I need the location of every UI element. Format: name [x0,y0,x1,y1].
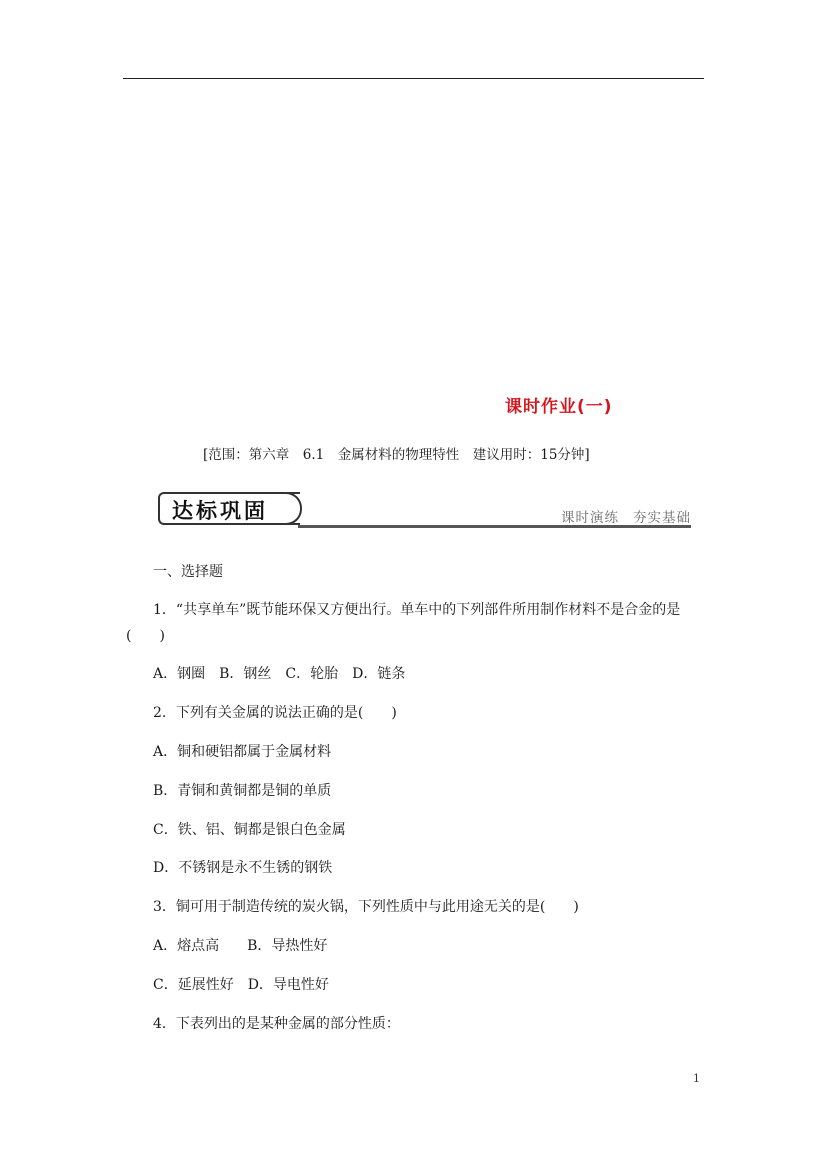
section-heading: 一、选择题 [153,564,223,580]
scope-note: [范围：第六章 6.1 金属材料的物理特性 建议用时：15分钟] [203,447,590,463]
question-1: 1．“共享单车”既节能环保又方便出行。单车中的下列部件所用制作材料不是合金的是 [153,602,681,618]
banner-tagline [547,506,691,526]
banner-tag-2: 夯实基础 [633,510,691,526]
question-3-options-ab: A．熔点高 B．导热性好 [153,938,328,954]
banner-tag-1: 课时演练 [561,510,619,526]
question-1-options: A．钢圈 B．钢丝 C．轮胎 D．链条 [153,666,406,682]
page-number: 1 [693,1072,700,1085]
question-2: 2．下列有关金属的说法正确的是( ) [153,705,397,721]
question-2-option-a: A．铜和硬铝都属于金属材料 [153,744,332,760]
question-1-bracket: ( ) [126,628,165,644]
question-3-options-cd: C．延展性好 D．导电性好 [153,977,329,993]
section-banner [158,492,691,532]
question-2-option-c: C．铁、铝、铜都是银白色金属 [153,822,346,838]
question-3: 3．铜可用于制造传统的炭火锅，下列性质中与此用途无关的是( ) [153,899,579,915]
question-4: 4．下表列出的是某种金属的部分性质： [153,1016,400,1032]
banner-label: 达标巩固 [172,499,268,523]
header-rule [123,78,704,79]
question-2-option-d: D．不锈钢是永不生锈的钢铁 [153,860,333,876]
page-title: 课时作业(一) [505,397,613,417]
question-2-option-b: B．青铜和黄铜都是铜的单质 [153,783,332,799]
